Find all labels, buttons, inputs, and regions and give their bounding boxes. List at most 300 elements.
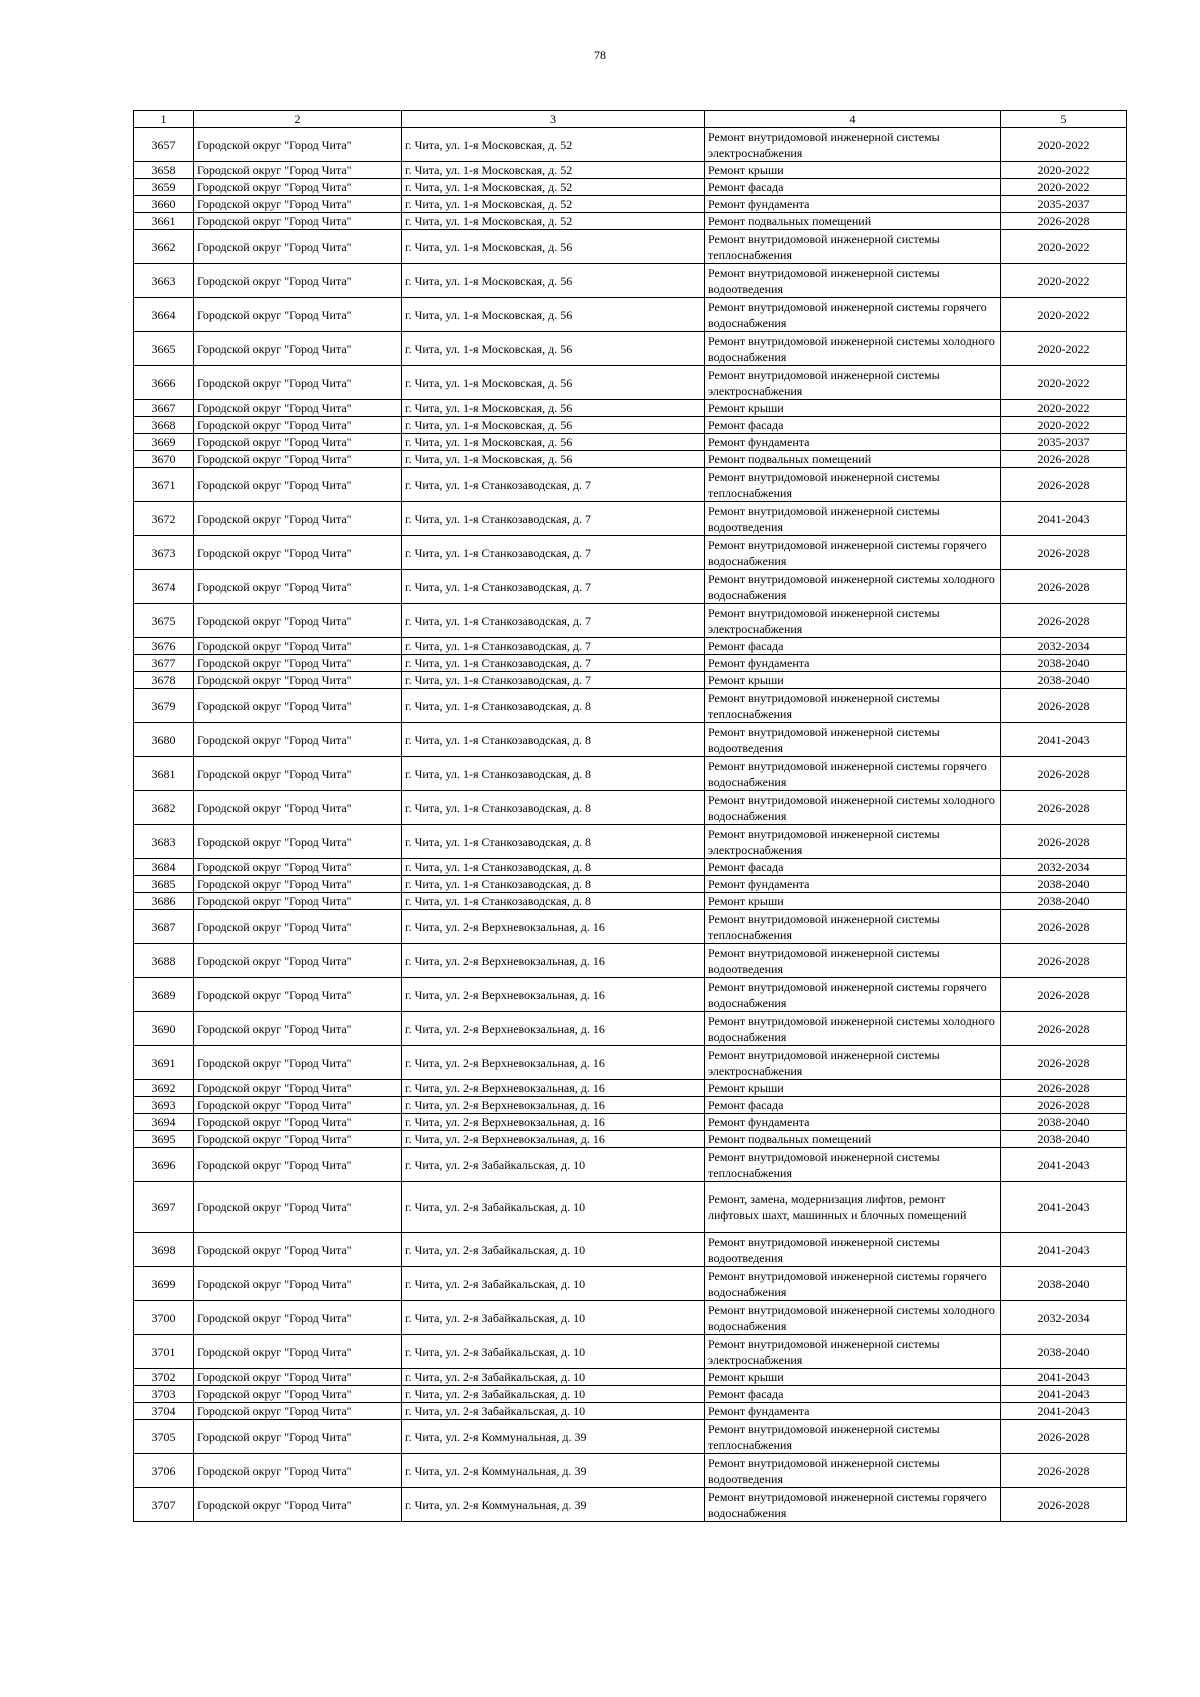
table-row: [134, 876, 1127, 893]
municipality-cell: Городской округ "Город Чита": [194, 1046, 402, 1080]
table-row: [134, 417, 1127, 434]
work-type-cell: Ремонт внутридомовой инженерной системы теплоснабжения: [705, 1148, 1001, 1182]
address-cell: г. Чита, ул. 1-я Станкозаводская, д. 8: [402, 876, 705, 893]
work-type-cell: Ремонт внутридомовой инженерной системы горячего водоснабжения: [705, 1488, 1001, 1522]
period-cell: 2026-2028: [1001, 825, 1127, 859]
work-type-cell: Ремонт подвальных помещений: [705, 1131, 1001, 1148]
period-cell: 2020-2022: [1001, 400, 1127, 417]
table-row: [134, 179, 1127, 196]
work-type-cell: Ремонт внутридомовой инженерной системы электроснабжения: [705, 1046, 1001, 1080]
row-number-cell: 3689: [134, 978, 194, 1012]
table-row: [134, 298, 1127, 332]
row-number-cell: 3675: [134, 604, 194, 638]
row-number-cell: 3678: [134, 672, 194, 689]
period-cell: 2026-2028: [1001, 604, 1127, 638]
period-cell: 2038-2040: [1001, 1114, 1127, 1131]
row-number-cell: 3685: [134, 876, 194, 893]
table-row: [134, 825, 1127, 859]
row-number-cell: 3688: [134, 944, 194, 978]
period-cell: 2020-2022: [1001, 264, 1127, 298]
row-number-cell: 3670: [134, 451, 194, 468]
period-cell: 2038-2040: [1001, 1335, 1127, 1369]
table-row: [134, 723, 1127, 757]
table-row: [134, 757, 1127, 791]
row-number-cell: 3690: [134, 1012, 194, 1046]
address-cell: г. Чита, ул. 1-я Станкозаводская, д. 7: [402, 638, 705, 655]
address-cell: г. Чита, ул. 1-я Московская, д. 56: [402, 434, 705, 451]
address-cell: г. Чита, ул. 1-я Московская, д. 52: [402, 196, 705, 213]
address-cell: г. Чита, ул. 1-я Станкозаводская, д. 8: [402, 689, 705, 723]
municipality-cell: Городской округ "Город Чита": [194, 179, 402, 196]
address-cell: г. Чита, ул. 2-я Забайкальская, д. 10: [402, 1182, 705, 1233]
period-cell: 2020-2022: [1001, 179, 1127, 196]
row-number-cell: 3683: [134, 825, 194, 859]
column-header-3: 3: [402, 111, 705, 128]
address-cell: г. Чита, ул. 1-я Станкозаводская, д. 8: [402, 825, 705, 859]
table-row: [134, 434, 1127, 451]
row-number-cell: 3686: [134, 893, 194, 910]
table-row: [134, 1267, 1127, 1301]
address-cell: г. Чита, ул. 1-я Московская, д. 52: [402, 179, 705, 196]
table-row: [134, 230, 1127, 264]
table-row: [134, 502, 1127, 536]
table-row: [134, 1386, 1127, 1403]
municipality-cell: Городской округ "Город Чита": [194, 468, 402, 502]
row-number-cell: 3661: [134, 213, 194, 230]
row-number-cell: 3700: [134, 1301, 194, 1335]
work-type-cell: Ремонт внутридомовой инженерной системы горячего водоснабжения: [705, 1267, 1001, 1301]
period-cell: 2020-2022: [1001, 332, 1127, 366]
period-cell: 2020-2022: [1001, 366, 1127, 400]
period-cell: 2038-2040: [1001, 1131, 1127, 1148]
address-cell: г. Чита, ул. 1-я Станкозаводская, д. 7: [402, 604, 705, 638]
period-cell: 2041-2043: [1001, 1148, 1127, 1182]
period-cell: 2035-2037: [1001, 434, 1127, 451]
work-type-cell: Ремонт внутридомовой инженерной системы электроснабжения: [705, 1335, 1001, 1369]
period-cell: 2020-2022: [1001, 230, 1127, 264]
address-cell: г. Чита, ул. 1-я Станкозаводская, д. 7: [402, 655, 705, 672]
row-number-cell: 3702: [134, 1369, 194, 1386]
row-number-cell: 3706: [134, 1454, 194, 1488]
column-header-5: 5: [1001, 111, 1127, 128]
municipality-cell: Городской округ "Город Чита": [194, 1267, 402, 1301]
row-number-cell: 3695: [134, 1131, 194, 1148]
municipality-cell: Городской округ "Город Чита": [194, 451, 402, 468]
municipality-cell: Городской округ "Город Чита": [194, 332, 402, 366]
work-type-cell: Ремонт фасада: [705, 859, 1001, 876]
address-cell: г. Чита, ул. 1-я Станкозаводская, д. 7: [402, 502, 705, 536]
column-header-2: 2: [194, 111, 402, 128]
work-type-cell: Ремонт внутридомовой инженерной системы электроснабжения: [705, 128, 1001, 162]
table-row: [134, 1148, 1127, 1182]
period-cell: 2026-2028: [1001, 213, 1127, 230]
period-cell: 2026-2028: [1001, 978, 1127, 1012]
row-number-cell: 3707: [134, 1488, 194, 1522]
municipality-cell: Городской округ "Город Чита": [194, 910, 402, 944]
period-cell: 2038-2040: [1001, 655, 1127, 672]
period-cell: 2026-2028: [1001, 1080, 1127, 1097]
row-number-cell: 3664: [134, 298, 194, 332]
row-number-cell: 3657: [134, 128, 194, 162]
table-row: [134, 1420, 1127, 1454]
period-cell: 2026-2028: [1001, 1454, 1127, 1488]
municipality-cell: Городской округ "Город Чита": [194, 366, 402, 400]
municipality-cell: Городской округ "Город Чита": [194, 1301, 402, 1335]
address-cell: г. Чита, ул. 2-я Верхневокзальная, д. 16: [402, 978, 705, 1012]
row-number-cell: 3679: [134, 689, 194, 723]
address-cell: г. Чита, ул. 1-я Московская, д. 56: [402, 366, 705, 400]
period-cell: 2041-2043: [1001, 1233, 1127, 1267]
municipality-cell: Городской округ "Город Чита": [194, 1454, 402, 1488]
row-number-cell: 3672: [134, 502, 194, 536]
work-type-cell: Ремонт фундамента: [705, 196, 1001, 213]
period-cell: 2026-2028: [1001, 468, 1127, 502]
table-row: [134, 570, 1127, 604]
period-cell: 2026-2028: [1001, 689, 1127, 723]
row-number-cell: 3692: [134, 1080, 194, 1097]
address-cell: г. Чита, ул. 1-я Московская, д. 56: [402, 298, 705, 332]
table-row: [134, 859, 1127, 876]
municipality-cell: Городской округ "Город Чита": [194, 1012, 402, 1046]
row-number-cell: 3698: [134, 1233, 194, 1267]
address-cell: г. Чита, ул. 2-я Верхневокзальная, д. 16: [402, 1097, 705, 1114]
address-cell: г. Чита, ул. 1-я Станкозаводская, д. 7: [402, 536, 705, 570]
municipality-cell: Городской округ "Город Чита": [194, 655, 402, 672]
period-cell: 2026-2028: [1001, 570, 1127, 604]
period-cell: 2041-2043: [1001, 1369, 1127, 1386]
row-number-cell: 3682: [134, 791, 194, 825]
municipality-cell: Городской округ "Город Чита": [194, 672, 402, 689]
address-cell: г. Чита, ул. 1-я Станкозаводская, д. 7: [402, 570, 705, 604]
municipality-cell: Городской округ "Город Чита": [194, 536, 402, 570]
work-type-cell: Ремонт внутридомовой инженерной системы горячего водоснабжения: [705, 298, 1001, 332]
address-cell: г. Чита, ул. 1-я Московская, д. 56: [402, 230, 705, 264]
address-cell: г. Чита, ул. 2-я Верхневокзальная, д. 16: [402, 1012, 705, 1046]
period-cell: 2038-2040: [1001, 672, 1127, 689]
work-type-cell: Ремонт внутридомовой инженерной системы электроснабжения: [705, 366, 1001, 400]
table-row: [134, 1403, 1127, 1420]
municipality-cell: Городской округ "Город Чита": [194, 570, 402, 604]
address-cell: г. Чита, ул. 1-я Станкозаводская, д. 8: [402, 757, 705, 791]
address-cell: г. Чита, ул. 2-я Верхневокзальная, д. 16: [402, 1131, 705, 1148]
work-type-cell: Ремонт фундамента: [705, 876, 1001, 893]
address-cell: г. Чита, ул. 2-я Забайкальская, д. 10: [402, 1403, 705, 1420]
municipality-cell: Городской округ "Город Чита": [194, 1335, 402, 1369]
work-type-cell: Ремонт внутридомовой инженерной системы холодного водоснабжения: [705, 1301, 1001, 1335]
column-header-1: 1: [134, 111, 194, 128]
municipality-cell: Городской округ "Город Чита": [194, 876, 402, 893]
municipality-cell: Городской округ "Город Чита": [194, 978, 402, 1012]
work-type-cell: Ремонт внутридомовой инженерной системы холодного водоснабжения: [705, 332, 1001, 366]
row-number-cell: 3687: [134, 910, 194, 944]
municipality-cell: Городской округ "Город Чита": [194, 893, 402, 910]
work-type-cell: Ремонт внутридомовой инженерной системы водоотведения: [705, 1233, 1001, 1267]
period-cell: 2041-2043: [1001, 1386, 1127, 1403]
row-number-cell: 3704: [134, 1403, 194, 1420]
municipality-cell: Городской округ "Город Чита": [194, 1420, 402, 1454]
work-type-cell: Ремонт внутридомовой инженерной системы холодного водоснабжения: [705, 1012, 1001, 1046]
period-cell: 2026-2028: [1001, 1420, 1127, 1454]
address-cell: г. Чита, ул. 1-я Московская, д. 56: [402, 417, 705, 434]
row-number-cell: 3705: [134, 1420, 194, 1454]
period-cell: 2020-2022: [1001, 128, 1127, 162]
period-cell: 2041-2043: [1001, 502, 1127, 536]
address-cell: г. Чита, ул. 1-я Московская, д. 52: [402, 162, 705, 179]
row-number-cell: 3658: [134, 162, 194, 179]
table-row: [134, 366, 1127, 400]
period-cell: 2026-2028: [1001, 1012, 1127, 1046]
table-row: [134, 536, 1127, 570]
work-type-cell: Ремонт внутридомовой инженерной системы водоотведения: [705, 502, 1001, 536]
table-row: [134, 196, 1127, 213]
work-type-cell: Ремонт внутридомовой инженерной системы горячего водоснабжения: [705, 757, 1001, 791]
address-cell: г. Чита, ул. 2-я Забайкальская, д. 10: [402, 1386, 705, 1403]
row-number-cell: 3680: [134, 723, 194, 757]
work-type-cell: Ремонт внутридомовой инженерной системы теплоснабжения: [705, 468, 1001, 502]
table-row: [134, 604, 1127, 638]
row-number-cell: 3691: [134, 1046, 194, 1080]
table-row: [134, 1369, 1127, 1386]
municipality-cell: Городской округ "Город Чита": [194, 128, 402, 162]
row-number-cell: 3660: [134, 196, 194, 213]
address-cell: г. Чита, ул. 2-я Забайкальская, д. 10: [402, 1369, 705, 1386]
municipality-cell: Городской округ "Город Чита": [194, 604, 402, 638]
work-type-cell: Ремонт фундамента: [705, 1403, 1001, 1420]
table-row: [134, 910, 1127, 944]
address-cell: г. Чита, ул. 1-я Станкозаводская, д. 8: [402, 859, 705, 876]
row-number-cell: 3701: [134, 1335, 194, 1369]
work-type-cell: Ремонт, замена, модернизация лифтов, ремонт лифтовых шахт, машинных и блочных помещений: [705, 1182, 1001, 1233]
row-number-cell: 3696: [134, 1148, 194, 1182]
address-cell: г. Чита, ул. 1-я Станкозаводская, д. 8: [402, 791, 705, 825]
work-type-cell: Ремонт внутридомовой инженерной системы водоотведения: [705, 264, 1001, 298]
address-cell: г. Чита, ул. 1-я Московская, д. 52: [402, 213, 705, 230]
page-number: 78: [594, 48, 606, 62]
municipality-cell: Городской округ "Город Чита": [194, 1182, 402, 1233]
address-cell: г. Чита, ул. 2-я Забайкальская, д. 10: [402, 1148, 705, 1182]
period-cell: 2026-2028: [1001, 791, 1127, 825]
table-row: [134, 1335, 1127, 1369]
address-cell: г. Чита, ул. 2-я Забайкальская, д. 10: [402, 1301, 705, 1335]
municipality-cell: Городской округ "Город Чита": [194, 213, 402, 230]
table-row: [134, 162, 1127, 179]
work-type-cell: Ремонт подвальных помещений: [705, 451, 1001, 468]
work-type-cell: Ремонт крыши: [705, 893, 1001, 910]
work-type-cell: Ремонт внутридомовой инженерной системы электроснабжения: [705, 825, 1001, 859]
address-cell: г. Чита, ул. 1-я Станкозаводская, д. 7: [402, 672, 705, 689]
period-cell: 2026-2028: [1001, 944, 1127, 978]
table-row: [134, 451, 1127, 468]
work-type-cell: Ремонт внутридомовой инженерной системы теплоснабжения: [705, 910, 1001, 944]
address-cell: г. Чита, ул. 2-я Верхневокзальная, д. 16: [402, 1046, 705, 1080]
row-number-cell: 3666: [134, 366, 194, 400]
table-row: [134, 1301, 1127, 1335]
table-row: [134, 213, 1127, 230]
address-cell: г. Чита, ул. 1-я Московская, д. 56: [402, 400, 705, 417]
period-cell: 2026-2028: [1001, 1488, 1127, 1522]
municipality-cell: Городской округ "Город Чита": [194, 1488, 402, 1522]
work-type-cell: Ремонт внутридомовой инженерной системы теплоснабжения: [705, 1420, 1001, 1454]
municipality-cell: Городской округ "Город Чита": [194, 502, 402, 536]
work-type-cell: Ремонт внутридомовой инженерной системы теплоснабжения: [705, 230, 1001, 264]
work-type-cell: Ремонт внутридомовой инженерной системы горячего водоснабжения: [705, 978, 1001, 1012]
municipality-cell: Городской округ "Город Чита": [194, 1403, 402, 1420]
table-row: [134, 1233, 1127, 1267]
table-row: [134, 791, 1127, 825]
period-cell: 2038-2040: [1001, 893, 1127, 910]
table-row: [134, 1012, 1127, 1046]
work-type-cell: Ремонт внутридомовой инженерной системы горячего водоснабжения: [705, 536, 1001, 570]
municipality-cell: Городской округ "Город Чита": [194, 1233, 402, 1267]
address-cell: г. Чита, ул. 2-я Забайкальская, д. 10: [402, 1233, 705, 1267]
municipality-cell: Городской округ "Город Чита": [194, 757, 402, 791]
work-type-cell: Ремонт фундамента: [705, 1114, 1001, 1131]
municipality-cell: Городской округ "Город Чита": [194, 1114, 402, 1131]
municipality-cell: Городской округ "Город Чита": [194, 1131, 402, 1148]
period-cell: 2020-2022: [1001, 162, 1127, 179]
row-number-cell: 3693: [134, 1097, 194, 1114]
table-row: [134, 655, 1127, 672]
row-number-cell: 3703: [134, 1386, 194, 1403]
row-number-cell: 3676: [134, 638, 194, 655]
address-cell: г. Чита, ул. 2-я Верхневокзальная, д. 16: [402, 910, 705, 944]
address-cell: г. Чита, ул. 2-я Забайкальская, д. 10: [402, 1335, 705, 1369]
row-number-cell: 3668: [134, 417, 194, 434]
work-type-cell: Ремонт крыши: [705, 1369, 1001, 1386]
period-cell: 2020-2022: [1001, 298, 1127, 332]
municipality-cell: Городской округ "Город Чита": [194, 264, 402, 298]
row-number-cell: 3665: [134, 332, 194, 366]
municipality-cell: Городской округ "Город Чита": [194, 417, 402, 434]
work-type-cell: Ремонт фасада: [705, 417, 1001, 434]
municipality-cell: Городской округ "Город Чита": [194, 723, 402, 757]
period-cell: 2020-2022: [1001, 417, 1127, 434]
work-type-cell: Ремонт внутридомовой инженерной системы холодного водоснабжения: [705, 570, 1001, 604]
municipality-cell: Городской округ "Город Чита": [194, 1097, 402, 1114]
address-cell: г. Чита, ул. 1-я Московская, д. 56: [402, 264, 705, 298]
work-type-cell: Ремонт крыши: [705, 162, 1001, 179]
capital-repair-table: [133, 110, 1127, 1522]
period-cell: 2038-2040: [1001, 876, 1127, 893]
address-cell: г. Чита, ул. 2-я Коммунальная, д. 39: [402, 1488, 705, 1522]
work-type-cell: Ремонт фундамента: [705, 434, 1001, 451]
address-cell: г. Чита, ул. 2-я Забайкальская, д. 10: [402, 1267, 705, 1301]
municipality-cell: Городской округ "Город Чита": [194, 298, 402, 332]
work-type-cell: Ремонт внутридомовой инженерной системы водоотведения: [705, 944, 1001, 978]
municipality-cell: Городской округ "Город Чита": [194, 162, 402, 179]
period-cell: 2026-2028: [1001, 757, 1127, 791]
table-row: [134, 978, 1127, 1012]
work-type-cell: Ремонт фасада: [705, 179, 1001, 196]
row-number-cell: 3681: [134, 757, 194, 791]
municipality-cell: Городской округ "Город Чита": [194, 1386, 402, 1403]
municipality-cell: Городской округ "Город Чита": [194, 230, 402, 264]
municipality-cell: Городской округ "Город Чита": [194, 400, 402, 417]
period-cell: 2032-2034: [1001, 859, 1127, 876]
table-row: [134, 1114, 1127, 1131]
work-type-cell: Ремонт фасада: [705, 1386, 1001, 1403]
table-row: [134, 264, 1127, 298]
period-cell: 2041-2043: [1001, 1403, 1127, 1420]
period-cell: 2026-2028: [1001, 1097, 1127, 1114]
period-cell: 2035-2037: [1001, 196, 1127, 213]
table-row: [134, 468, 1127, 502]
work-type-cell: Ремонт крыши: [705, 400, 1001, 417]
address-cell: г. Чита, ул. 1-я Московская, д. 56: [402, 451, 705, 468]
table-row: [134, 1046, 1127, 1080]
municipality-cell: Городской округ "Город Чита": [194, 1148, 402, 1182]
work-type-cell: Ремонт фасада: [705, 1097, 1001, 1114]
period-cell: 2041-2043: [1001, 1182, 1127, 1233]
municipality-cell: Городской округ "Город Чита": [194, 689, 402, 723]
address-cell: г. Чита, ул. 1-я Московская, д. 52: [402, 128, 705, 162]
municipality-cell: Городской округ "Город Чита": [194, 791, 402, 825]
table-row: [134, 944, 1127, 978]
row-number-cell: 3677: [134, 655, 194, 672]
table-row: [134, 1131, 1127, 1148]
table-body: [134, 128, 1127, 1522]
work-type-cell: Ремонт внутридомовой инженерной системы теплоснабжения: [705, 689, 1001, 723]
table-row: [134, 332, 1127, 366]
row-number-cell: 3673: [134, 536, 194, 570]
row-number-cell: 3699: [134, 1267, 194, 1301]
municipality-cell: Городской округ "Город Чита": [194, 825, 402, 859]
row-number-cell: 3674: [134, 570, 194, 604]
table-row: [134, 672, 1127, 689]
municipality-cell: Городской округ "Город Чита": [194, 434, 402, 451]
table-row: [134, 1182, 1127, 1233]
table-row: [134, 1097, 1127, 1114]
table-row: [134, 893, 1127, 910]
row-number-cell: 3697: [134, 1182, 194, 1233]
work-type-cell: Ремонт крыши: [705, 672, 1001, 689]
address-cell: г. Чита, ул. 2-я Коммунальная, д. 39: [402, 1454, 705, 1488]
address-cell: г. Чита, ул. 2-я Верхневокзальная, д. 16: [402, 1080, 705, 1097]
row-number-cell: 3662: [134, 230, 194, 264]
period-cell: 2032-2034: [1001, 638, 1127, 655]
municipality-cell: Городской округ "Город Чита": [194, 196, 402, 213]
table-row: [134, 128, 1127, 162]
table-row: [134, 1454, 1127, 1488]
row-number-cell: 3684: [134, 859, 194, 876]
municipality-cell: Городской округ "Город Чита": [194, 1369, 402, 1386]
table-row: [134, 638, 1127, 655]
period-cell: 2026-2028: [1001, 910, 1127, 944]
row-number-cell: 3667: [134, 400, 194, 417]
work-type-cell: Ремонт внутридомовой инженерной системы электроснабжения: [705, 604, 1001, 638]
period-cell: 2026-2028: [1001, 451, 1127, 468]
row-number-cell: 3694: [134, 1114, 194, 1131]
table-header: [134, 111, 1127, 128]
period-cell: 2032-2034: [1001, 1301, 1127, 1335]
municipality-cell: Городской округ "Город Чита": [194, 859, 402, 876]
work-type-cell: Ремонт внутридомовой инженерной системы водоотведения: [705, 1454, 1001, 1488]
work-type-cell: Ремонт внутридомовой инженерной системы водоотведения: [705, 723, 1001, 757]
work-type-cell: Ремонт фасада: [705, 638, 1001, 655]
address-cell: г. Чита, ул. 1-я Станкозаводская, д. 8: [402, 723, 705, 757]
address-cell: г. Чита, ул. 2-я Верхневокзальная, д. 16: [402, 1114, 705, 1131]
work-type-cell: Ремонт фундамента: [705, 655, 1001, 672]
address-cell: г. Чита, ул. 1-я Станкозаводская, д. 8: [402, 893, 705, 910]
table-row: [134, 1488, 1127, 1522]
row-number-cell: 3669: [134, 434, 194, 451]
work-type-cell: Ремонт внутридомовой инженерной системы холодного водоснабжения: [705, 791, 1001, 825]
address-cell: г. Чита, ул. 2-я Верхневокзальная, д. 16: [402, 944, 705, 978]
period-cell: 2041-2043: [1001, 723, 1127, 757]
column-header-4: 4: [705, 111, 1001, 128]
table-row: [134, 1080, 1127, 1097]
header-row: [134, 111, 1127, 128]
